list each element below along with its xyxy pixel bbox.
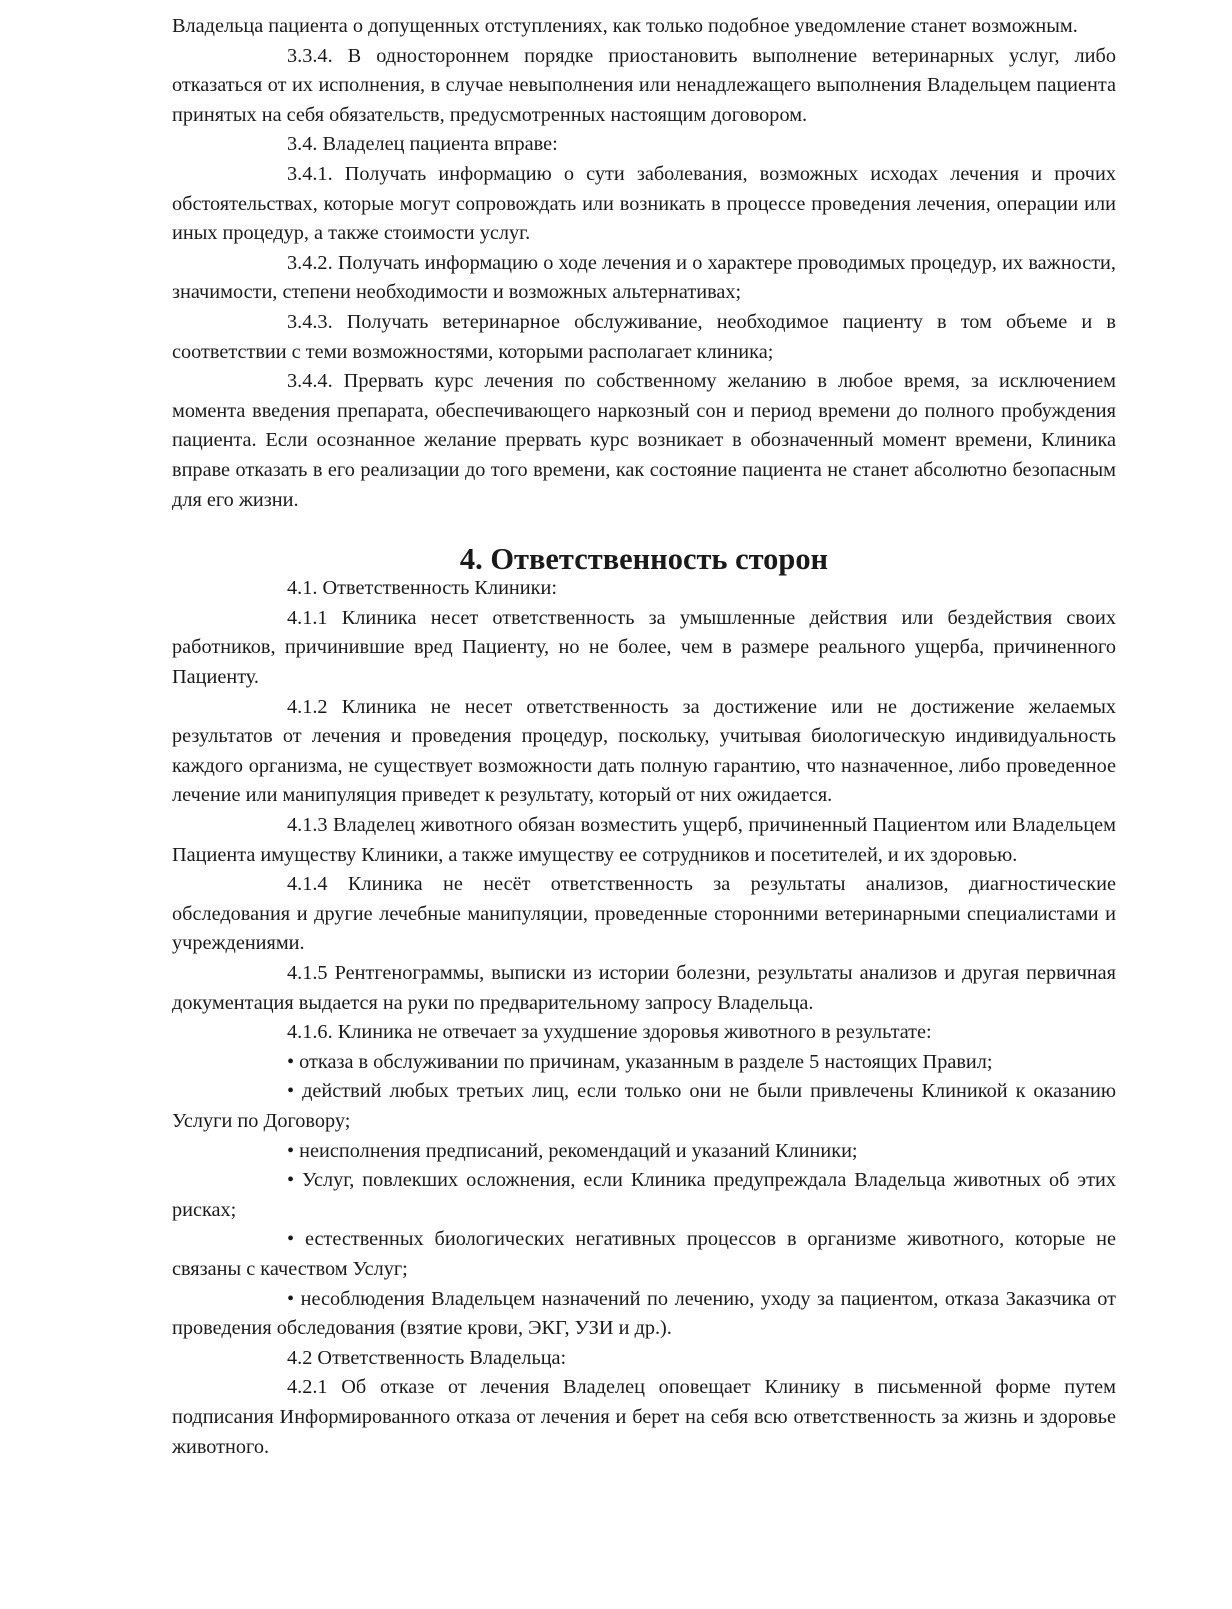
paragraph-4-1: 4.1. Ответственность Клиники: (287, 577, 557, 600)
document-page (172, 12, 1116, 1462)
paragraph-4-2: 4.2 Ответственность Владельца: (287, 1346, 567, 1369)
paragraph-4-1-6: 4.1.6. Клиника не отвечает за ухудшение здоровья животного в результате: (287, 1021, 932, 1044)
paragraph-4-1-5: 4.1.5 Рентгенограммы, выписки из истории болезни, результаты анализов и другая первичная документация выдается на руки по предварительному запросу Владельца. (172, 962, 1116, 1014)
bullet-item: • неисполнения предписаний, рекомендаций и указаний Клиники; (287, 1139, 858, 1162)
paragraph: Владельца пациента о допущенных отступлениях, как только подобное уведомление станет возможным. (172, 15, 1078, 37)
paragraph-4-1-3: 4.1.3 Владелец животного обязан возместить ущерб, причиненный Пациентом или Владельцем Пациента имуществу Клиники, а также имуществу ее сотрудников и посетителей, и их здоровью. (172, 814, 1116, 866)
paragraph-4-1-4: 4.1.4 Клиника не несёт ответственность за результаты анализов, диагностические обследования и другие лечебные манипуляции, проведенные сторонними ветеринарными специалистами и учреждениями. (172, 873, 1116, 955)
paragraph-3-4-2: 3.4.2. Получать информацию о ходе лечения и о характере проводимых процедур, их важности, значимости, степени необходимости и возможных альтернативах; (172, 251, 1116, 304)
bullet-item: • естественных биологических негативных процессов в организме животного, которые не связаны с качеством Услуг; (172, 1228, 1116, 1280)
paragraph-4-1-2: 4.1.2 Клиника не несет ответственность за достижение или не достижение желаемых результатов от лечения и проведения процедур, поскольку, учитывая биологическую индивидуальность каждого организма, не существует возможности дать полную гарантию, что назначенное, либо проведенное лечение или манипуляция приведет к результату, который от них ожидается. (172, 695, 1116, 807)
paragraph-3-4-3: 3.4.3. Получать ветеринарное обслуживание, необходимое пациенту в том объеме и в соответствии с теми возможностями, которыми располагает клиника; (172, 310, 1116, 363)
paragraphs-top (172, 12, 1116, 515)
paragraphs-bottom (172, 574, 1116, 1462)
paragraph-3-3-4: 3.3.4. В одностороннем порядке приостановить выполнение ветеринарных услуг, либо отказаться от их исполнения, в случае невыполнения или ненадлежащего выполнения Владельцем пациента принятых на себя обязательств, предусмотренных настоящим договором. (172, 44, 1116, 126)
bullet-item: • Услуг, повлекших осложнения, если Клиника предупреждала Владельца животных об этих рисках; (172, 1169, 1116, 1221)
paragraph-4-1-1: 4.1.1 Клиника несет ответственность за умышленные действия или бездействия своих работников, причинившие вред Пациенту, но не более, чем в размере реального ущерба, причиненного Пациенту. (172, 606, 1116, 689)
bullet-item: • отказа в обслуживании по причинам, указанным в разделе 5 настоящих Правил; (287, 1050, 993, 1073)
section-heading: 4. Ответственность сторон (459, 541, 829, 576)
bullet-item: • действий любых третьих лиц, если только они не были привлечены Клиникой к оказанию Услуги по Договору; (172, 1080, 1116, 1132)
paragraph-4-2-1: 4.2.1 Об отказе от лечения Владелец оповещает Клинику в письменной форме путем подписания Информированного отказа от лечения и берет на себя всю ответственность за жизнь и здоровье животного. (172, 1376, 1116, 1458)
paragraph-3-4: 3.4. Владелец пациента вправе: (287, 133, 558, 156)
paragraph-3-4-1: 3.4.1. Получать информацию о сути заболевания, возможных исходах лечения и прочих обстоятельствах, которые могут сопровождать или возникать в процессе проведения лечения, операции или иных процедур, а также стоимости услуг. (172, 162, 1116, 245)
bullet-item: • несоблюдения Владельцем назначений по лечению, уходу за пациентом, отказа Заказчика от проведения обследования (взятие крови, ЭКГ, УЗИ и др.). (172, 1287, 1116, 1340)
paragraph-3-4-4: 3.4.4. Прервать курс лечения по собственному желанию в любое время, за исключением момента введения препарата, обеспечивающего наркозный сон и период времени до полного пробуждения пациента. Если осознанное желание прервать курс возникает в обозначенный момент времени, Клиника вправе отказать в его реализации до того времени, как состояние пациента не станет абсолютно безопасным для его жизни. (172, 370, 1116, 511)
